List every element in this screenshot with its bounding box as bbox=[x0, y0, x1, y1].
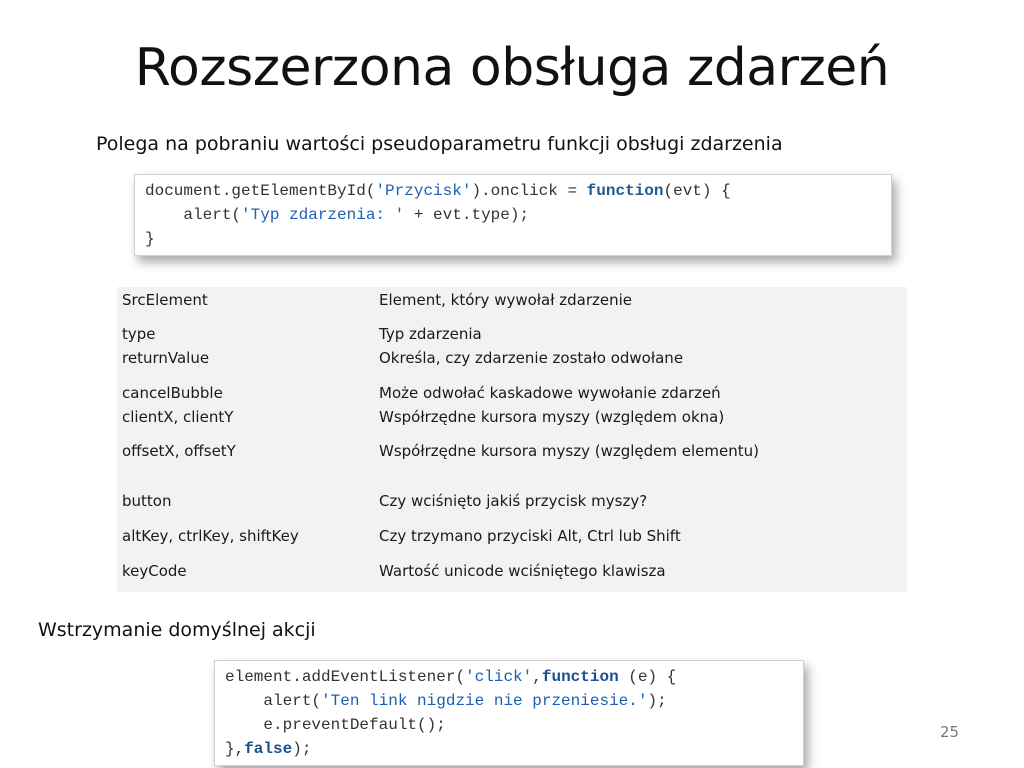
code-string: 'click' bbox=[465, 668, 533, 686]
property-description: Czy wciśnięto jakiś przycisk myszy? bbox=[379, 492, 648, 510]
code-string: 'Ten link nigdzie nie przeniesie.' bbox=[321, 692, 648, 710]
code-text: + evt.type); bbox=[404, 206, 530, 224]
property-names bbox=[122, 381, 233, 429]
code-line bbox=[145, 203, 881, 227]
code-text: (evt) { bbox=[663, 182, 731, 200]
code-line bbox=[145, 179, 881, 203]
property-description: Czy trzymano przyciski Alt, Ctrl lub Shift bbox=[379, 527, 681, 545]
property-description: Współrzędne kursora myszy (względem elementu) bbox=[379, 442, 759, 460]
code-text: ).onclick = bbox=[471, 182, 587, 200]
property-name: button bbox=[122, 492, 172, 510]
property-description: Element, który wywołał zdarzenie bbox=[379, 291, 633, 309]
code-text: (e) { bbox=[618, 668, 677, 686]
code-keyword: function bbox=[586, 182, 664, 200]
code-line bbox=[225, 665, 793, 689]
code-string: 'Typ zdarzenia: ' bbox=[241, 206, 405, 224]
code-text: } bbox=[145, 230, 155, 248]
section-heading: Wstrzymanie domyślnej akcji bbox=[38, 619, 316, 641]
code-text: document.getElementById( bbox=[145, 182, 376, 200]
slide-title: Rozszerzona obsługa zdarzeń bbox=[134, 38, 890, 98]
code-keyword: function bbox=[541, 668, 619, 686]
code-line bbox=[225, 713, 793, 737]
property-descriptions bbox=[379, 322, 683, 370]
code-text: , bbox=[532, 668, 542, 686]
page-number: 25 bbox=[940, 723, 960, 741]
event-properties-table bbox=[117, 287, 907, 592]
property-description: Wartość unicode wciśniętego klawisza bbox=[379, 562, 666, 580]
code-text: alert( bbox=[225, 692, 322, 710]
code-text: element.addEventListener( bbox=[225, 668, 466, 686]
code-line bbox=[145, 227, 881, 251]
code-text: }, bbox=[225, 740, 245, 758]
property-names bbox=[122, 322, 209, 370]
property-description: Współrzędne kursora myszy (względem okna) bbox=[379, 408, 725, 426]
code-line bbox=[225, 689, 793, 713]
property-description: Może odwołać kaskadowe wywołanie zdarzeń bbox=[379, 384, 721, 402]
code-string: 'Przycisk' bbox=[375, 182, 472, 200]
code-text: ); bbox=[292, 740, 312, 758]
property-name: altKey, ctrlKey, shiftKey bbox=[122, 527, 299, 545]
code-text: ); bbox=[647, 692, 667, 710]
property-name: keyCode bbox=[122, 562, 187, 580]
property-name: clientX, clientY bbox=[122, 408, 234, 426]
property-name: type bbox=[122, 325, 156, 343]
code-text: alert( bbox=[145, 206, 242, 224]
code-line bbox=[225, 737, 793, 761]
code-block-onclick bbox=[134, 174, 892, 256]
code-text: e.preventDefault(); bbox=[225, 716, 446, 734]
property-name: cancelBubble bbox=[122, 384, 223, 402]
property-name: SrcElement bbox=[122, 291, 208, 309]
property-name: returnValue bbox=[122, 349, 210, 367]
code-block-addeventlistener bbox=[214, 660, 804, 766]
code-keyword: false bbox=[244, 740, 293, 758]
property-name: offsetX, offsetY bbox=[122, 442, 236, 460]
property-description: Typ zdarzenia bbox=[379, 325, 482, 343]
property-description: Określa, czy zdarzenie zostało odwołane bbox=[379, 349, 684, 367]
slide-subtitle: Polega na pobraniu wartości pseudoparametru funkcji obsługi zdarzenia bbox=[96, 133, 783, 155]
property-descriptions bbox=[379, 381, 724, 429]
